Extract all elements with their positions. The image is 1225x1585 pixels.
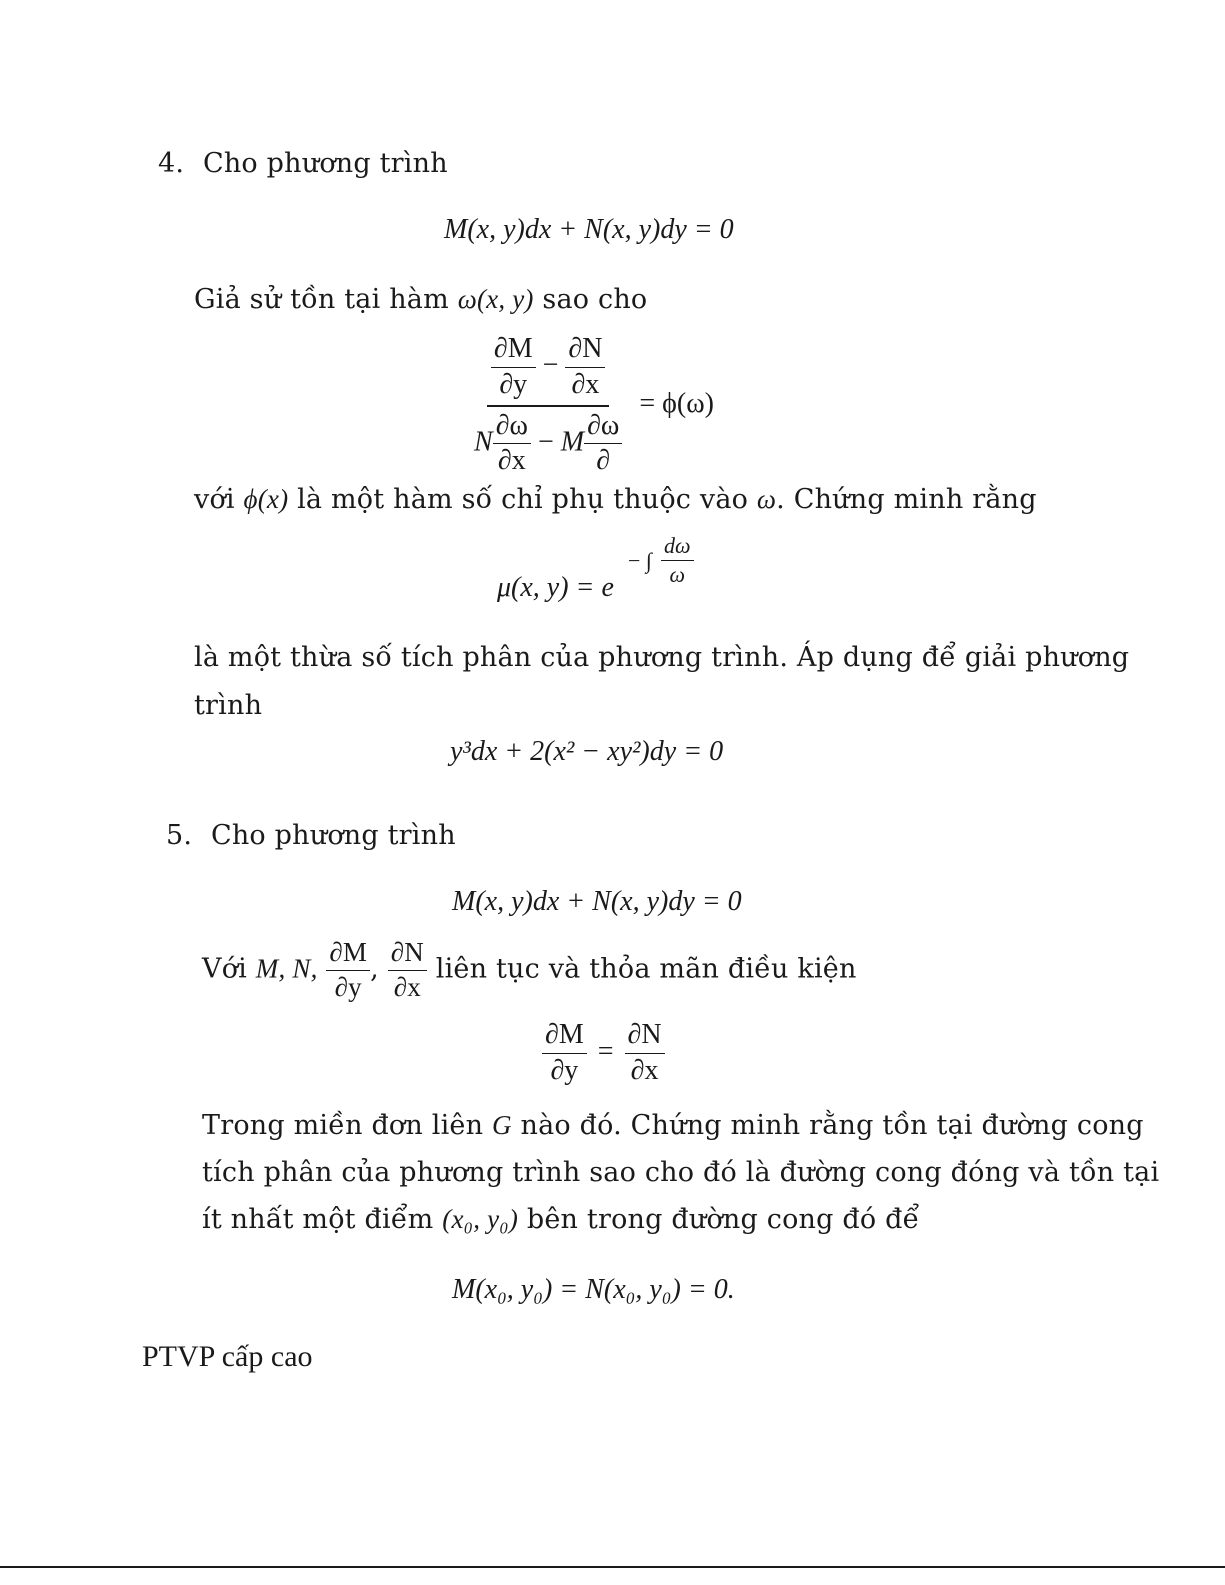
variables-mn: M, N, xyxy=(255,953,318,984)
where-text: với xyxy=(194,484,235,515)
problem-5-exactness-condition: $\frac{\partial M}{\partial y}$ = $\frac{\partial N}{\partial x}$ xyxy=(542,1020,665,1087)
problem-4-apply-line1: là một thừa số tích phân của phương trình. Áp dụng để giải phương xyxy=(194,642,1130,673)
where-text-mid: là một hàm số chỉ phụ thuộc vào xyxy=(297,484,749,515)
problem-4-fraction-equation xyxy=(470,334,714,477)
domain-g: G xyxy=(492,1110,512,1140)
page-bottom-rule xyxy=(0,1566,1225,1568)
problem-4-heading xyxy=(158,148,448,179)
problem-5-intro: Cho phương trình xyxy=(210,820,456,851)
problem-5-final-equation: M(x₀, y₀) = N(x₀, y₀) = 0. xyxy=(452,1274,735,1305)
problem-4-number: 4. xyxy=(158,148,185,179)
big-fraction-numerator: $\frac{\partial M}{\partial y}$ − $\frac{\partial N}{\partial x}$ xyxy=(487,334,610,407)
partial-m-y-fraction: $\frac{\partial M}{\partial y}$ xyxy=(326,938,370,1002)
problem-5-equation: M(x, y)dx + N(x, y)dy = 0 xyxy=(452,886,742,917)
assumption-text: Giả sử tồn tại hàm xyxy=(194,284,449,315)
section-title-ptvp: PTVP cấp cao xyxy=(142,1340,313,1373)
problem-5-number: 5. xyxy=(166,820,193,851)
big-fraction xyxy=(470,334,626,477)
big-fraction-denominator: N $\frac{\partial\omega}{\partial x}$ − M $\frac{\partial\omega}{\partial}$ xyxy=(470,407,626,478)
problem-4-where xyxy=(194,484,1037,515)
fraction-rhs: = ϕ(ω) xyxy=(639,388,714,420)
phi-function: ϕ(x) xyxy=(243,484,289,514)
condition-text: liên tục và thỏa mãn điều kiện xyxy=(435,953,857,985)
where-text-end: . Chứng minh rằng xyxy=(776,484,1037,515)
mu-exponent-fraction: $\frac{d\omega}{\omega}$ xyxy=(661,534,694,587)
problem-5-heading xyxy=(166,820,456,851)
omega-symbol: ω xyxy=(756,484,777,514)
problem-4-intro: Cho phương trình xyxy=(202,148,448,179)
problem-4-assumption xyxy=(194,284,647,315)
problem-5-text-line1: Trong miền đơn liên G nào đó. Chứng minh rằng tồn tại đường cong xyxy=(202,1110,1144,1141)
point-x0-y0: (x₀, y₀) xyxy=(442,1204,519,1234)
mu-lhs: μ(x, y) = e xyxy=(497,572,614,603)
problem-4-example-equation: y³dx + 2(x² − xy²)dy = 0 xyxy=(450,736,724,767)
problem-4-apply-line2: trình xyxy=(194,690,263,721)
assumption-text-end: sao cho xyxy=(542,284,648,315)
problem-4-equation: M(x, y)dx + N(x, y)dy = 0 xyxy=(444,214,734,245)
partial-n-x-fraction: $\frac{\partial N}{\partial x}$ xyxy=(388,938,427,1002)
problem-5-condition-line: Với M, N, $\frac{\partial M}{\partial y}$ , $\frac{\partial N}{\partial x}$ liên tục và thỏa mãn điều kiện xyxy=(202,937,857,1002)
with-text: Với xyxy=(202,953,247,985)
mu-exponent-prefix: − ∫ xyxy=(628,548,652,573)
problem-5-text-line3: ít nhất một điểm (x₀, y₀) bên trong đường cong đó để xyxy=(202,1204,920,1235)
problem-5-text-line2: tích phân của phương trình sao cho đó là đường cong đóng và tồn tại xyxy=(202,1157,1160,1188)
omega-function: ω(x, y) xyxy=(457,284,534,314)
